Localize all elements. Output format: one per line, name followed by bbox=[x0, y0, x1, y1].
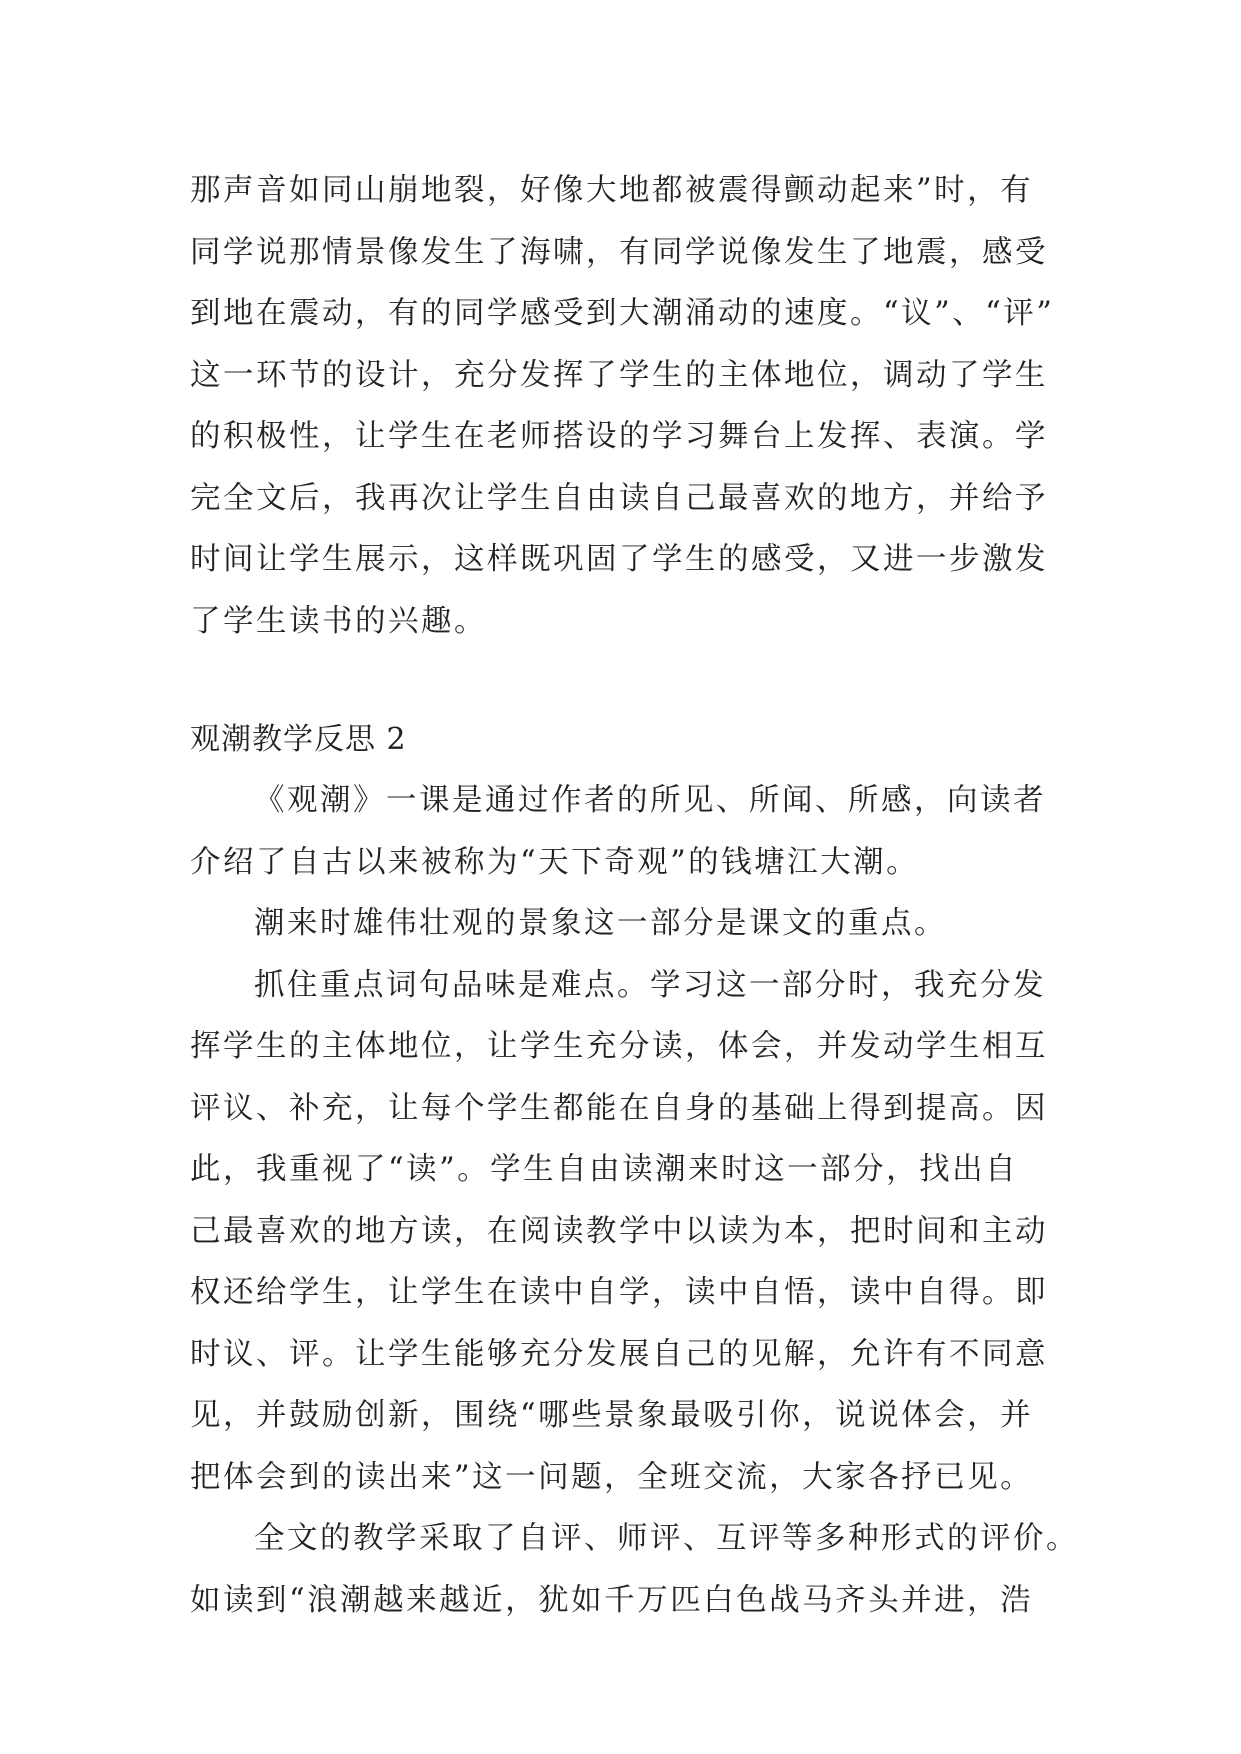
section-gap bbox=[190, 652, 1055, 710]
paragraph-difficulty bbox=[190, 955, 1055, 1509]
text-line: 如读到“浪潮越来越近，犹如千万匹白色战马齐头并进，浩 bbox=[190, 1582, 1034, 1618]
text-line: 潮来时雄伟壮观的景象这一部分是课文的重点。 bbox=[254, 906, 947, 941]
text-line: 抓住重点词句品味是难点。学习这一部分时，我充分发 bbox=[254, 967, 1046, 1003]
paragraph-focus bbox=[190, 893, 1055, 955]
text-line: 《观潮》一课是通过作者的所见、所闻、所感，向读者 bbox=[254, 783, 1046, 818]
text-line: 时间让学生展示，这样既巩固了学生的感受，又进一步激发 bbox=[190, 542, 1048, 577]
paragraph-continued bbox=[190, 160, 1055, 652]
text-line: 了学生读书的兴趣。 bbox=[190, 603, 487, 639]
text-line: 评议、补充，让每个学生都能在自身的基础上得到提高。因 bbox=[190, 1090, 1048, 1126]
text-line: 这一环节的设计，充分发挥了学生的主体地位，调动了学生 bbox=[190, 357, 1048, 393]
paragraph-evaluation bbox=[190, 1508, 1079, 1631]
text-line: 同学说那情景像发生了海啸，有同学说像发生了地震，感受 bbox=[190, 234, 1048, 270]
section-heading: 观潮教学反思 2 bbox=[190, 722, 407, 757]
text-line: 那声音如同山崩地裂，好像大地都被震得颤动起来”时，有 bbox=[190, 173, 1034, 208]
text-line: 权还给学生，让学生在读中自学，读中自悟，读中自得。即 bbox=[190, 1275, 1048, 1310]
text-line: 把体会到的读出来”这一问题，全班交流，大家各抒已见。 bbox=[190, 1459, 1034, 1495]
text-line: 的积极性，让学生在老师搭设的学习舞台上发挥、表演。学 bbox=[190, 419, 1048, 454]
text-line: 全文的教学采取了自评、师评、互评等多种形式的评价。 bbox=[254, 1521, 1079, 1556]
text-line: 己最喜欢的地方读，在阅读教学中以读为本，把时间和主动 bbox=[190, 1213, 1048, 1249]
text-line: 此，我重视了“读”。学生自由读潮来时这一部分，找出自 bbox=[190, 1152, 1019, 1187]
text-line: 完全文后，我再次让学生自由读自己最喜欢的地方，并给予 bbox=[190, 480, 1048, 516]
text-line: 到地在震动，有的同学感受到大潮涌动的速度。“议”、“评” bbox=[190, 296, 1055, 331]
paragraph-intro bbox=[190, 770, 1055, 893]
text-line: 见，并鼓励创新，围绕“哪些景象最吸引你，说说体会，并 bbox=[190, 1398, 1034, 1433]
text-line: 介绍了自古以来被称为“天下奇观”的钱塘江大潮。 bbox=[190, 844, 920, 880]
text-line: 时议、评。让学生能够充分发展自己的见解，允许有不同意 bbox=[190, 1336, 1048, 1372]
document-page bbox=[190, 160, 1079, 1631]
text-line: 挥学生的主体地位，让学生充分读，体会，并发动学生相互 bbox=[190, 1029, 1048, 1064]
